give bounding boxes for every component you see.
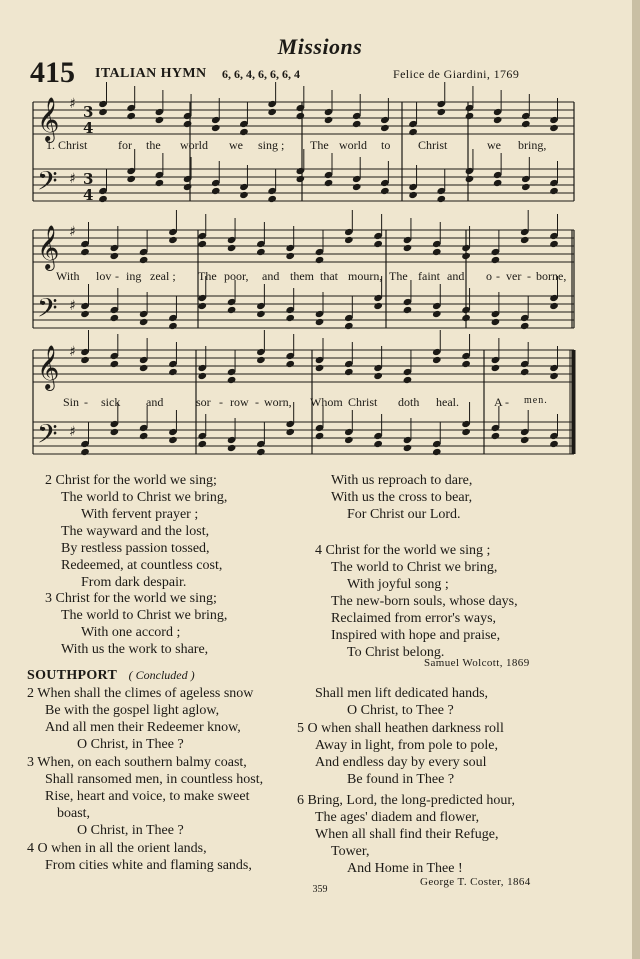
verse-line: With us reproach to dare, xyxy=(331,473,473,488)
verse-4 xyxy=(315,542,518,661)
verse-line: Tower, xyxy=(331,844,370,859)
lyric-word: - xyxy=(84,395,88,409)
note-head xyxy=(403,306,413,314)
lyric-word: doth xyxy=(398,395,420,409)
note-head xyxy=(168,322,178,330)
note-head xyxy=(380,187,390,195)
lyric-word: world xyxy=(180,138,208,152)
note-head xyxy=(227,306,237,314)
note-head xyxy=(197,240,207,248)
lyric-word: mourn, xyxy=(348,269,383,283)
lyric-word: them xyxy=(290,269,314,283)
treble-clef: 𝄞 xyxy=(37,225,60,269)
lyric-word: worn, xyxy=(264,395,292,409)
lyric-word: With xyxy=(56,269,80,283)
verse-2 xyxy=(45,472,227,591)
note-head xyxy=(285,428,295,436)
lyric-word: ing xyxy=(126,269,142,283)
note-head xyxy=(183,183,193,191)
note-head xyxy=(373,302,383,310)
lyric-word: - xyxy=(496,269,500,283)
note-head xyxy=(80,356,90,364)
note-head xyxy=(493,116,503,124)
lyric-word: The xyxy=(198,269,217,283)
verse-line: Shall ransomed men, in countless host, xyxy=(45,772,264,787)
note-head xyxy=(344,368,354,376)
verse-line: Away in light, from pole to pole, xyxy=(315,738,499,753)
verse-line: Reclaimed from error's ways, xyxy=(331,611,497,626)
lyric-word: Christ xyxy=(348,395,378,409)
lyric-word: Whom xyxy=(310,395,343,409)
lyric-word: o xyxy=(486,269,492,283)
verse-line: With us the work to share, xyxy=(61,642,209,657)
time-signature-bottom: 4 xyxy=(83,186,94,204)
verse-line: With one accord ; xyxy=(81,625,181,640)
note-head xyxy=(267,108,277,116)
note-head xyxy=(126,175,136,183)
note-head xyxy=(344,236,354,244)
verse-line: 4 Christ for the world we sing ; xyxy=(315,543,491,558)
lyric-word: - xyxy=(505,395,509,409)
lyric-word: - xyxy=(527,269,531,283)
verse-line: 5 O when shall heathen darkness roll xyxy=(297,721,504,736)
note-head xyxy=(432,310,442,318)
note-head xyxy=(344,436,354,444)
note-head xyxy=(256,310,266,318)
southport-verse-3 xyxy=(27,754,263,839)
note-head xyxy=(168,368,178,376)
note-head xyxy=(549,187,559,195)
note-head xyxy=(408,191,418,199)
composer: Felice de Giardini, 1769 xyxy=(393,67,520,81)
note-head xyxy=(168,436,178,444)
lyric-word: and xyxy=(447,269,465,283)
verse-line: boast, xyxy=(57,806,91,821)
lyric-word: borne, xyxy=(536,269,567,283)
note-head xyxy=(155,116,165,124)
verse-3 xyxy=(45,590,227,658)
verse-3-continued xyxy=(315,472,472,523)
note-head xyxy=(465,112,475,120)
note-head xyxy=(256,356,266,364)
lyric-word: world xyxy=(339,138,367,152)
verse-line: Rise, heart and voice, to make sweet xyxy=(45,789,250,804)
southport-verse-5 xyxy=(297,720,504,788)
note-head xyxy=(491,364,501,372)
meter: 6, 6, 4, 6, 6, 6, 4 xyxy=(222,67,300,81)
note-head xyxy=(296,175,306,183)
lyric-word: men. xyxy=(524,395,548,406)
lyric-word: heal. xyxy=(436,395,459,409)
verse-line: The world to Christ we bring, xyxy=(61,608,228,623)
verse-line: 2 Christ for the world we sing; xyxy=(45,473,217,488)
bass-clef: 𝄢 xyxy=(37,418,58,456)
note-head xyxy=(432,356,442,364)
note-head xyxy=(493,179,503,187)
note-head xyxy=(139,318,149,326)
key-signature-sharp: ♯ xyxy=(69,344,76,360)
verse-line: O Christ, in Thee ? xyxy=(77,737,184,752)
note-head xyxy=(227,376,237,384)
note-head xyxy=(211,187,221,195)
note-head xyxy=(521,120,531,128)
verse-line: Inspired with hope and praise, xyxy=(331,628,501,643)
note-head xyxy=(98,195,108,203)
note-head xyxy=(549,440,559,448)
note-head xyxy=(227,244,237,252)
verse-line: Shall men lift dedicated hands, xyxy=(315,686,489,701)
treble-clef: 𝄞 xyxy=(37,345,60,389)
lyric-word: 1. Christ xyxy=(46,138,88,152)
note-head xyxy=(80,448,90,456)
note-head xyxy=(549,372,559,380)
verse-line: And Home in Thee ! xyxy=(347,861,463,876)
note-head xyxy=(520,368,530,376)
verse-line: 3 When, on each southern balmy coast, xyxy=(27,755,247,770)
note-head xyxy=(227,444,237,452)
southport-title: SOUTHPORT xyxy=(27,668,118,683)
author-credit: George T. Coster, 1864 xyxy=(420,876,531,888)
lyric-word: the xyxy=(146,138,161,152)
note-head xyxy=(110,314,120,322)
note-head xyxy=(520,436,530,444)
lyric-word: we xyxy=(487,138,501,152)
key-signature-sharp: ♯ xyxy=(69,171,76,187)
note-head xyxy=(197,372,207,380)
note-head xyxy=(139,364,149,372)
note-head xyxy=(256,248,266,256)
time-signature-bottom: 4 xyxy=(83,119,94,137)
note-head xyxy=(197,440,207,448)
verse-line: To Christ belong. xyxy=(347,645,445,660)
lyric-word: and xyxy=(146,395,164,409)
southport-heading xyxy=(27,668,195,684)
note-head xyxy=(211,124,221,132)
lyric-word: - xyxy=(115,269,119,283)
lyric-word: lov xyxy=(96,269,112,283)
note-head xyxy=(352,120,362,128)
bass-clef: 𝄢 xyxy=(37,165,58,203)
verse-line: O Christ, to Thee ? xyxy=(347,703,454,718)
verse-line: The world to Christ we bring, xyxy=(61,490,228,505)
note-head xyxy=(465,175,475,183)
key-signature-sharp: ♯ xyxy=(69,424,76,440)
verse-line: Redeemed, at countless cost, xyxy=(61,558,223,573)
note-head xyxy=(197,302,207,310)
southport-verse-6 xyxy=(297,792,515,877)
southport-note: ( Concluded ) xyxy=(128,668,195,682)
note-head xyxy=(344,322,354,330)
note-head xyxy=(285,314,295,322)
lyric-word: Christ xyxy=(418,138,448,152)
lyric-word: row xyxy=(230,395,249,409)
note-head xyxy=(352,183,362,191)
note-head xyxy=(80,310,90,318)
verse-line: Be with the gospel light aglow, xyxy=(45,703,220,718)
note-head xyxy=(324,179,334,187)
note-head xyxy=(80,248,90,256)
note-head xyxy=(491,256,501,264)
note-head xyxy=(155,179,165,187)
note-head xyxy=(373,440,383,448)
note-head xyxy=(315,256,325,264)
lyric-word: The xyxy=(310,138,329,152)
note-head xyxy=(239,191,249,199)
lyric-word: A xyxy=(494,395,503,409)
note-head xyxy=(373,372,383,380)
verse-line: By restless passion tossed, xyxy=(61,541,210,556)
note-head xyxy=(315,364,325,372)
time-signature-top: 3 xyxy=(83,103,94,121)
note-head xyxy=(436,195,446,203)
southport-verse-4 xyxy=(27,840,252,874)
lyric-word: bring, xyxy=(518,138,547,152)
verse-line: The ages' diadem and flower, xyxy=(315,810,480,825)
tune-name: ITALIAN HYMN xyxy=(95,66,207,81)
note-head xyxy=(126,112,136,120)
note-head xyxy=(380,124,390,132)
verse-line: And all men their Redeemer know, xyxy=(45,720,241,735)
note-head xyxy=(139,256,149,264)
note-head xyxy=(139,432,149,440)
note-head xyxy=(520,322,530,330)
verse-line: 6 Bring, Lord, the long-predicted hour, xyxy=(297,793,515,808)
author-credit: Samuel Wolcott, 1869 xyxy=(424,657,530,669)
note-head xyxy=(521,183,531,191)
lyric-word: The xyxy=(389,269,408,283)
verse-line: O Christ, in Thee ? xyxy=(77,823,184,838)
note-head xyxy=(285,360,295,368)
verse-line: The wayward and the lost, xyxy=(61,524,210,539)
verse-line: With joyful song ; xyxy=(347,577,449,592)
key-signature-sharp: ♯ xyxy=(69,224,76,240)
verse-line: When all shall find their Refuge, xyxy=(315,827,499,842)
note-head xyxy=(315,318,325,326)
note-head xyxy=(110,360,120,368)
lyric-word: that xyxy=(320,269,338,283)
hymn-number: 415 xyxy=(30,56,75,89)
southport-verse-2 xyxy=(27,685,253,753)
note-head xyxy=(267,195,277,203)
lyric-word: ver xyxy=(506,269,522,283)
note-head xyxy=(315,432,325,440)
note-head xyxy=(256,448,266,456)
lyric-word: sor xyxy=(196,395,211,409)
lyric-word: to xyxy=(381,138,391,152)
verse-line: With fervent prayer ; xyxy=(81,507,199,522)
note-head xyxy=(432,448,442,456)
lyric-word: faint xyxy=(418,269,440,283)
bass-clef: 𝄢 xyxy=(37,292,58,330)
note-head xyxy=(373,240,383,248)
verse-line: From cities white and flaming sands, xyxy=(45,858,252,873)
lyric-word: for xyxy=(118,138,132,152)
note-head xyxy=(549,302,559,310)
note-head xyxy=(296,112,306,120)
verse-line: 2 When shall the climes of ageless snow xyxy=(27,686,254,701)
lyric-word: - xyxy=(219,395,223,409)
lyric-word: sing ; xyxy=(258,138,285,152)
lyric-word: Sin xyxy=(63,395,80,409)
note-head xyxy=(183,120,193,128)
verse-line: The world to Christ we bring, xyxy=(331,560,498,575)
note-head xyxy=(239,128,249,136)
key-signature-sharp: ♯ xyxy=(69,96,76,112)
lyric-word: sick xyxy=(101,395,121,409)
note-head xyxy=(461,360,471,368)
verse-line: 3 Christ for the world we sing; xyxy=(45,591,217,606)
verse-line: The new-born souls, whose days, xyxy=(331,594,518,609)
note-head xyxy=(461,428,471,436)
verse-line: For Christ our Lord. xyxy=(347,507,461,522)
time-signature-top: 3 xyxy=(83,170,94,188)
treble-clef: 𝄞 xyxy=(37,97,60,141)
note-head xyxy=(110,428,120,436)
note-head xyxy=(436,108,446,116)
verse-line: 4 O when in all the orient lands, xyxy=(27,841,207,856)
note-head xyxy=(324,116,334,124)
note-head xyxy=(285,252,295,260)
note-head xyxy=(491,318,501,326)
southport-verse-4-continued xyxy=(297,685,488,719)
lyric-word: zeal ; xyxy=(150,269,176,283)
lyric-word: poor, xyxy=(224,269,249,283)
note-head xyxy=(491,432,501,440)
note-head xyxy=(98,108,108,116)
note-head xyxy=(549,240,559,248)
lyric-word: and xyxy=(262,269,280,283)
verse-line: Be found in Thee ? xyxy=(347,772,455,787)
lyric-word: we xyxy=(229,138,243,152)
key-signature-sharp: ♯ xyxy=(69,298,76,314)
verse-line: With us the cross to bear, xyxy=(331,490,473,505)
note-head xyxy=(403,444,413,452)
note-head xyxy=(403,244,413,252)
verse-line: From dark despair. xyxy=(81,575,187,590)
verse-line: And endless day by every soul xyxy=(315,755,487,770)
note-head xyxy=(432,248,442,256)
page-number: 359 xyxy=(312,884,328,895)
note-head xyxy=(520,236,530,244)
section-title: Missions xyxy=(277,34,363,59)
note-head xyxy=(408,128,418,136)
lyric-word: - xyxy=(255,395,259,409)
note-head xyxy=(110,252,120,260)
note-head xyxy=(549,124,559,132)
note-head xyxy=(168,236,178,244)
note-head xyxy=(403,376,413,384)
